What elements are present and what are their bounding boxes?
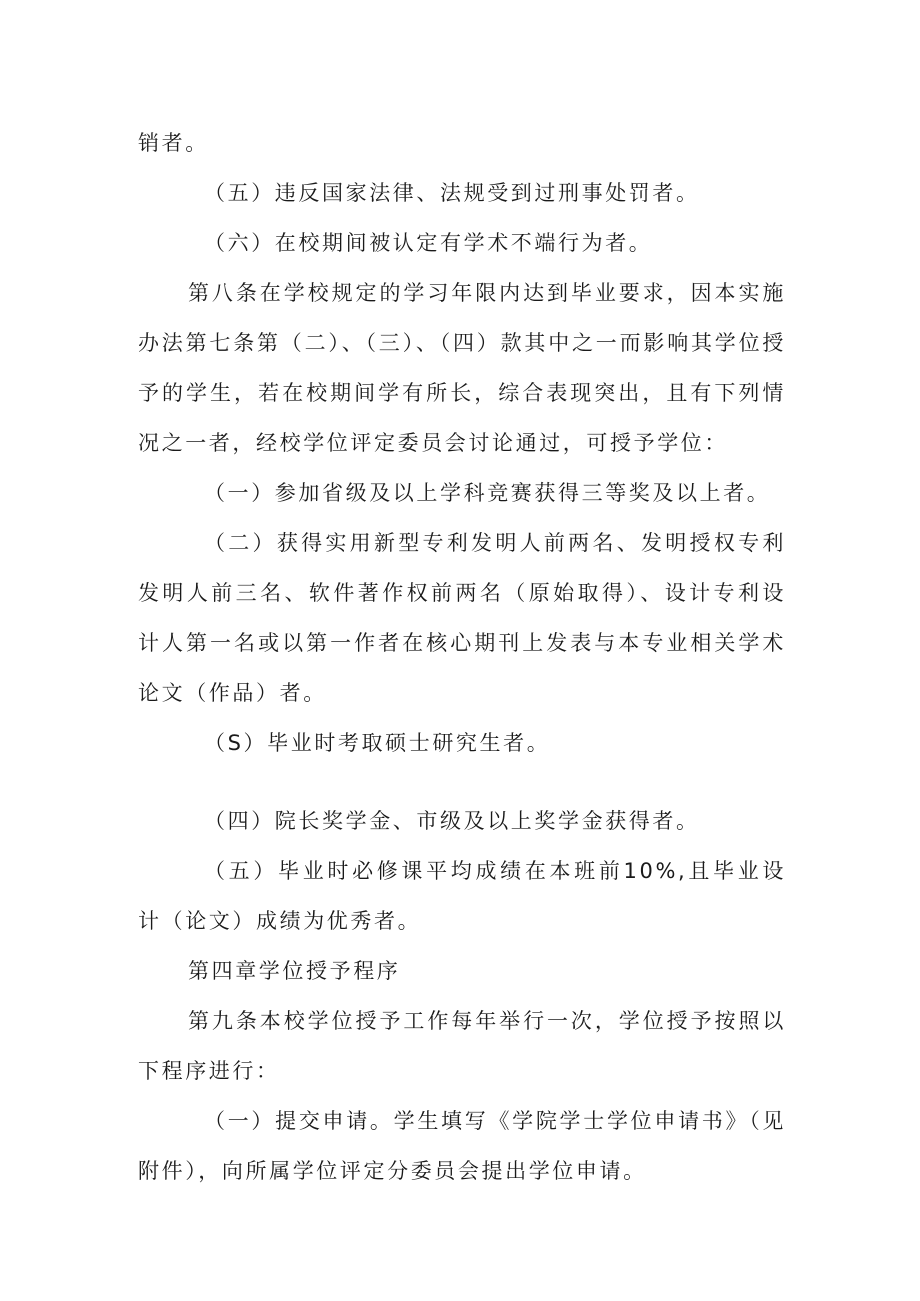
document-body <box>138 118 786 1196</box>
paragraph-item-two-patent: （二）获得实用新型专利发明人前两名、发明授权专利发明人前三名、软件著作权前两名（原始取得）、设计专利设计人第一名或以第一作者在核心期刊上发表与本专业相关学术论文（作品）者。 <box>138 531 786 705</box>
paragraph-item-six-misconduct: （六）在校期间被认定有学术不端行为者。 <box>204 231 653 255</box>
paragraph-item-five-violation: （五）违反国家法律、法规受到过刑事处罚者。 <box>204 181 700 205</box>
paragraph-item-three-graduate: （S）毕业时考取硕士研究生者。 <box>204 731 551 755</box>
paragraph-item-five-grades: （五）毕业时必修课平均成绩在本班前10%,且毕业设计（论文）成绩为优秀者。 <box>138 859 786 933</box>
paragraph-article-nine: 第九条本校学位授予工作每年举行一次，学位授予按照以下程序进行： <box>138 1009 786 1083</box>
paragraph-item-four-scholarship: （四）院长奖学金、市级及以上奖学金获得者。 <box>204 809 700 833</box>
chapter-heading: 第四章学位授予程序 <box>188 959 401 983</box>
paragraph-article-eight: 第八条在学校规定的学习年限内达到毕业要求，因本实施办法第七条第（二）、（三）、（四）款其中之一而影响其学位授予的学生，若在校期间学有所长，综合表现突出，且有下列情况之一者，经校学位评定委员会讨论通过，可授予学位： <box>138 281 786 455</box>
paragraph-item-one-competition: （一）参加省级及以上学科竞赛获得三等奖及以上者。 <box>204 481 771 505</box>
paragraph-continuation: 销者。 <box>138 131 209 155</box>
paragraph-item-one-application: （一）提交申请。学生填写《学院学士学位申请书》（见附件），向所属学位评定分委员会提出学位申请。 <box>138 1109 786 1183</box>
